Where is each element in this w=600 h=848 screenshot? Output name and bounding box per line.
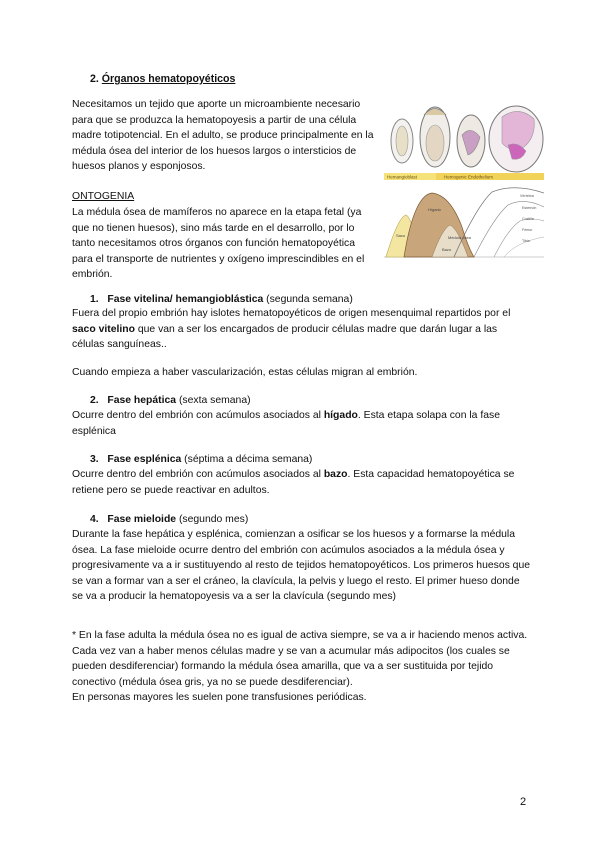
ontogenia-paragraph: La médula ósea de mamíferos no aparece en la etapa fetal (ya que no tienen huesos), sino más tarde en el desarrollo, por lo tanto necesitamos otros órganos con función hematopoyética para el transporte de nutrientes y oxígeno imprescindibles en el embrión. <box>72 207 365 281</box>
figure-right-label: Vértebra <box>520 194 534 198</box>
intro-paragraph: Necesitamos un tejido que aporte un microambiente necesario para que se produzca la hematopoyesis a partir de una célula madre totipotencial. En el adulto, se produce principalmente en la médula ósea del interior de los huesos largos o intersticios de huesos planos y esponjosos. <box>72 99 374 173</box>
figure-region-label: Hígado <box>428 207 441 212</box>
phase-2-number: 2. <box>90 395 99 406</box>
phase-3-number: 3. <box>90 454 99 465</box>
phase-3-paren: (séptima a décima semana) <box>184 454 313 465</box>
figure-right-label: Costilla <box>522 217 534 221</box>
phase-4-number: 4. <box>90 514 99 525</box>
figure-region-label: Médula ósea <box>448 235 471 240</box>
phase-4-paren: (segundo mes) <box>178 514 249 525</box>
phase-3-name: Fase esplénica <box>107 454 182 465</box>
phase-3-keyword: bazo <box>323 469 348 480</box>
adult-note-last: En personas mayores les suelen pone transfusiones periódicas. <box>72 692 367 703</box>
phase-2-keyword: hígado <box>323 410 358 421</box>
section-heading <box>90 72 235 88</box>
hematopoiesis-illustration <box>384 97 544 263</box>
phase-4-name: Fase mieloide <box>107 514 177 525</box>
figure-label-right: Hemogenic Endothelium <box>444 174 494 180</box>
ontogenia-title: ONTOGENIA <box>72 191 135 202</box>
phase-1-number: 1. <box>90 294 99 305</box>
phase-2-body: Ocurre dentro del embrión con acúmulos asociados al hígado. Esta etapa solapa con la fase esplénica <box>72 410 500 437</box>
section-number: 2. <box>90 73 99 85</box>
page-number: 2 <box>520 796 527 808</box>
figure-right-label: Fémur <box>522 228 533 232</box>
phase-1-paren: (segunda semana) <box>266 294 353 305</box>
figure-right-label: Esternón <box>522 206 537 210</box>
phase-2-title <box>90 393 251 409</box>
phase-1-extra: Cuando empieza a haber vascularización, estas células migran al embrión. <box>72 367 418 378</box>
phase-4-body: Durante la fase hepática y esplénica, comienzan a osificar se los huesos y a formarse la médula ósea. La fase mieloide ocurre dentro del embrión con acúmulos asociados a la médula ósea y progresivamente va a ir sustituyendo al resto de tejidos hematopoyéticos. Los primeros huesos que se van a formar van a ser el cráneo, la clavícula, la pelvis y luego el resto. El primer hueso donde se va a producir la hematopoyesis va a ser la clavícula (segundo mes) <box>72 529 531 603</box>
figure-region-label: Bazo <box>442 247 452 252</box>
phase-2-paren: (sexta semana) <box>178 395 251 406</box>
phase-4-title <box>90 512 248 528</box>
figure-region-label: Saco <box>396 233 406 238</box>
hematopoiesis-figure <box>384 97 544 263</box>
phase-1-body: Fuera del propio embrión hay islotes hematopoyéticos de origen mesenquimal repartidos por el saco vitelino que van a ser los encargados de producir células madre que darán lugar a las células sanguíneas.. <box>72 308 511 351</box>
phase-1-name: Fase vitelina/ hemangioblástica <box>107 294 264 305</box>
figure-right-label: Tibia <box>522 239 530 243</box>
phase-3-body: Ocurre dentro del embrión con acúmulos asociados al bazo. Esta capacidad hematopoyética se retiene pero se puede reactivar en adultos. <box>72 469 515 496</box>
figure-label-left: Hemangioblast <box>387 174 418 180</box>
section-title: Órganos hematopoyéticos <box>101 73 236 85</box>
phase-3-title <box>90 452 312 468</box>
phase-2-name: Fase hepática <box>107 395 177 406</box>
phase-1-keyword: saco vitelino <box>72 323 135 335</box>
adult-note: * En la fase adulta la médula ósea no es igual de activa siempre, se va a ir haciendo menos activa. Cada vez van a haber menos células madre y se van a acumular más adipocitos (los cuales se pueden desdiferenciar) formando la médula ósea amarilla, que va a ser sustituida por tejido conectivo (médula ósea gris, ya no se puede desdiferenciar). <box>72 630 528 688</box>
